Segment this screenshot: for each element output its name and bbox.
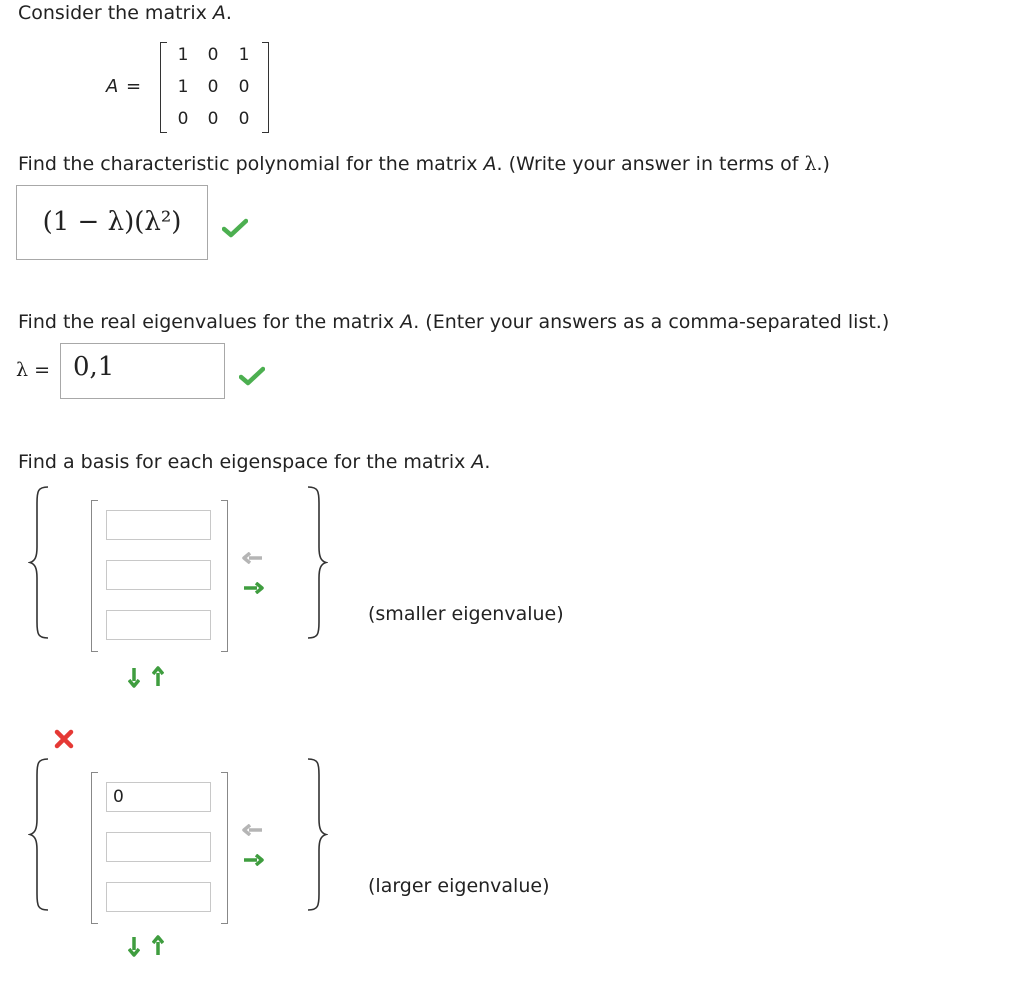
arrow-down-icon[interactable] bbox=[128, 666, 140, 688]
larger-eigenvalue-caption: (larger eigenvalue) bbox=[368, 875, 550, 897]
left-brace bbox=[28, 485, 50, 640]
eigenvector-larger-entry-3[interactable] bbox=[106, 882, 211, 912]
q1-prompt-before: Find the characteristic polynomial for the matrix bbox=[18, 153, 484, 175]
eigenvector-larger-entry-2[interactable] bbox=[106, 832, 211, 862]
matrix-cell: 1 bbox=[177, 45, 189, 65]
matrix-cell: 0 bbox=[207, 45, 219, 65]
left-brace bbox=[28, 757, 50, 912]
q3-prompt-before: Find a basis for each eigenspace for the matrix bbox=[18, 451, 472, 473]
q1-prompt-end: .) bbox=[816, 153, 830, 175]
eigenvalue-label bbox=[16, 359, 50, 381]
arrow-right-icon[interactable] bbox=[242, 582, 264, 594]
arrow-left-icon[interactable] bbox=[242, 824, 264, 836]
eigenvalues-value: 0,1 bbox=[73, 352, 115, 382]
vector-right-bracket bbox=[221, 772, 228, 924]
q1-prompt bbox=[18, 153, 830, 175]
eigenvector-smaller-entry-1[interactable] bbox=[106, 510, 211, 540]
matrix-right-bracket bbox=[262, 42, 269, 133]
eigenvalue-equals: = bbox=[34, 359, 51, 381]
q3-prompt bbox=[18, 451, 490, 473]
arrow-right-icon[interactable] bbox=[242, 854, 264, 866]
q2-prompt-after: . (Enter your answers as a comma-separated list.) bbox=[413, 311, 890, 333]
q2-prompt-before: Find the real eigenvalues for the matrix bbox=[18, 311, 401, 333]
matrix-cell: 0 bbox=[238, 77, 250, 97]
q1-lambda: λ bbox=[804, 153, 817, 175]
check-icon bbox=[239, 366, 265, 386]
intro-var: A bbox=[212, 2, 226, 24]
q2-prompt bbox=[18, 311, 889, 333]
q2-var: A bbox=[400, 311, 414, 333]
arrow-up-icon[interactable] bbox=[152, 935, 164, 957]
matrix-cell: 1 bbox=[238, 45, 250, 65]
matrix-label: A bbox=[106, 76, 119, 97]
q3-var: A bbox=[471, 451, 485, 473]
matrix-a bbox=[0, 0, 300, 140]
vector-left-bracket bbox=[91, 500, 98, 652]
cross-icon bbox=[54, 729, 74, 749]
vector-left-bracket bbox=[91, 772, 98, 924]
q1-prompt-after: . (Write your answer in terms of bbox=[496, 153, 805, 175]
arrow-down-icon[interactable] bbox=[128, 935, 140, 957]
vector-right-bracket bbox=[221, 500, 228, 652]
eigenvector-larger-entry-1[interactable] bbox=[106, 782, 211, 812]
arrow-up-icon[interactable] bbox=[152, 666, 164, 688]
arrow-left-icon[interactable] bbox=[242, 552, 264, 564]
eigenvalue-lambda: λ bbox=[16, 359, 29, 381]
matrix-cell: 0 bbox=[207, 109, 219, 129]
matrix-equals: = bbox=[126, 76, 142, 97]
smaller-eigenvalue-caption: (smaller eigenvalue) bbox=[368, 603, 564, 625]
matrix-cell: 0 bbox=[177, 109, 189, 129]
eigenvector-smaller-entry-2[interactable] bbox=[106, 560, 211, 590]
check-icon bbox=[222, 218, 248, 238]
eigenvalues-answer-field[interactable] bbox=[60, 343, 225, 399]
matrix-cell: 0 bbox=[207, 77, 219, 97]
right-brace bbox=[306, 757, 328, 912]
matrix-left-bracket bbox=[160, 42, 167, 133]
intro-text-before: Consider the matrix bbox=[18, 2, 213, 24]
matrix-cell: 1 bbox=[177, 77, 189, 97]
right-brace bbox=[306, 485, 328, 640]
matrix-cell: 0 bbox=[238, 109, 250, 129]
intro-text-after: . bbox=[225, 2, 232, 24]
eigenspace-smaller bbox=[0, 480, 620, 690]
characteristic-polynomial-answer-field[interactable] bbox=[16, 185, 208, 260]
eigenspace-larger bbox=[0, 752, 620, 967]
characteristic-polynomial-value: (1 − λ)(λ²) bbox=[42, 207, 182, 237]
q3-prompt-after: . bbox=[484, 451, 491, 473]
eigenvector-smaller-entry-3[interactable] bbox=[106, 610, 211, 640]
q1-var: A bbox=[483, 153, 497, 175]
